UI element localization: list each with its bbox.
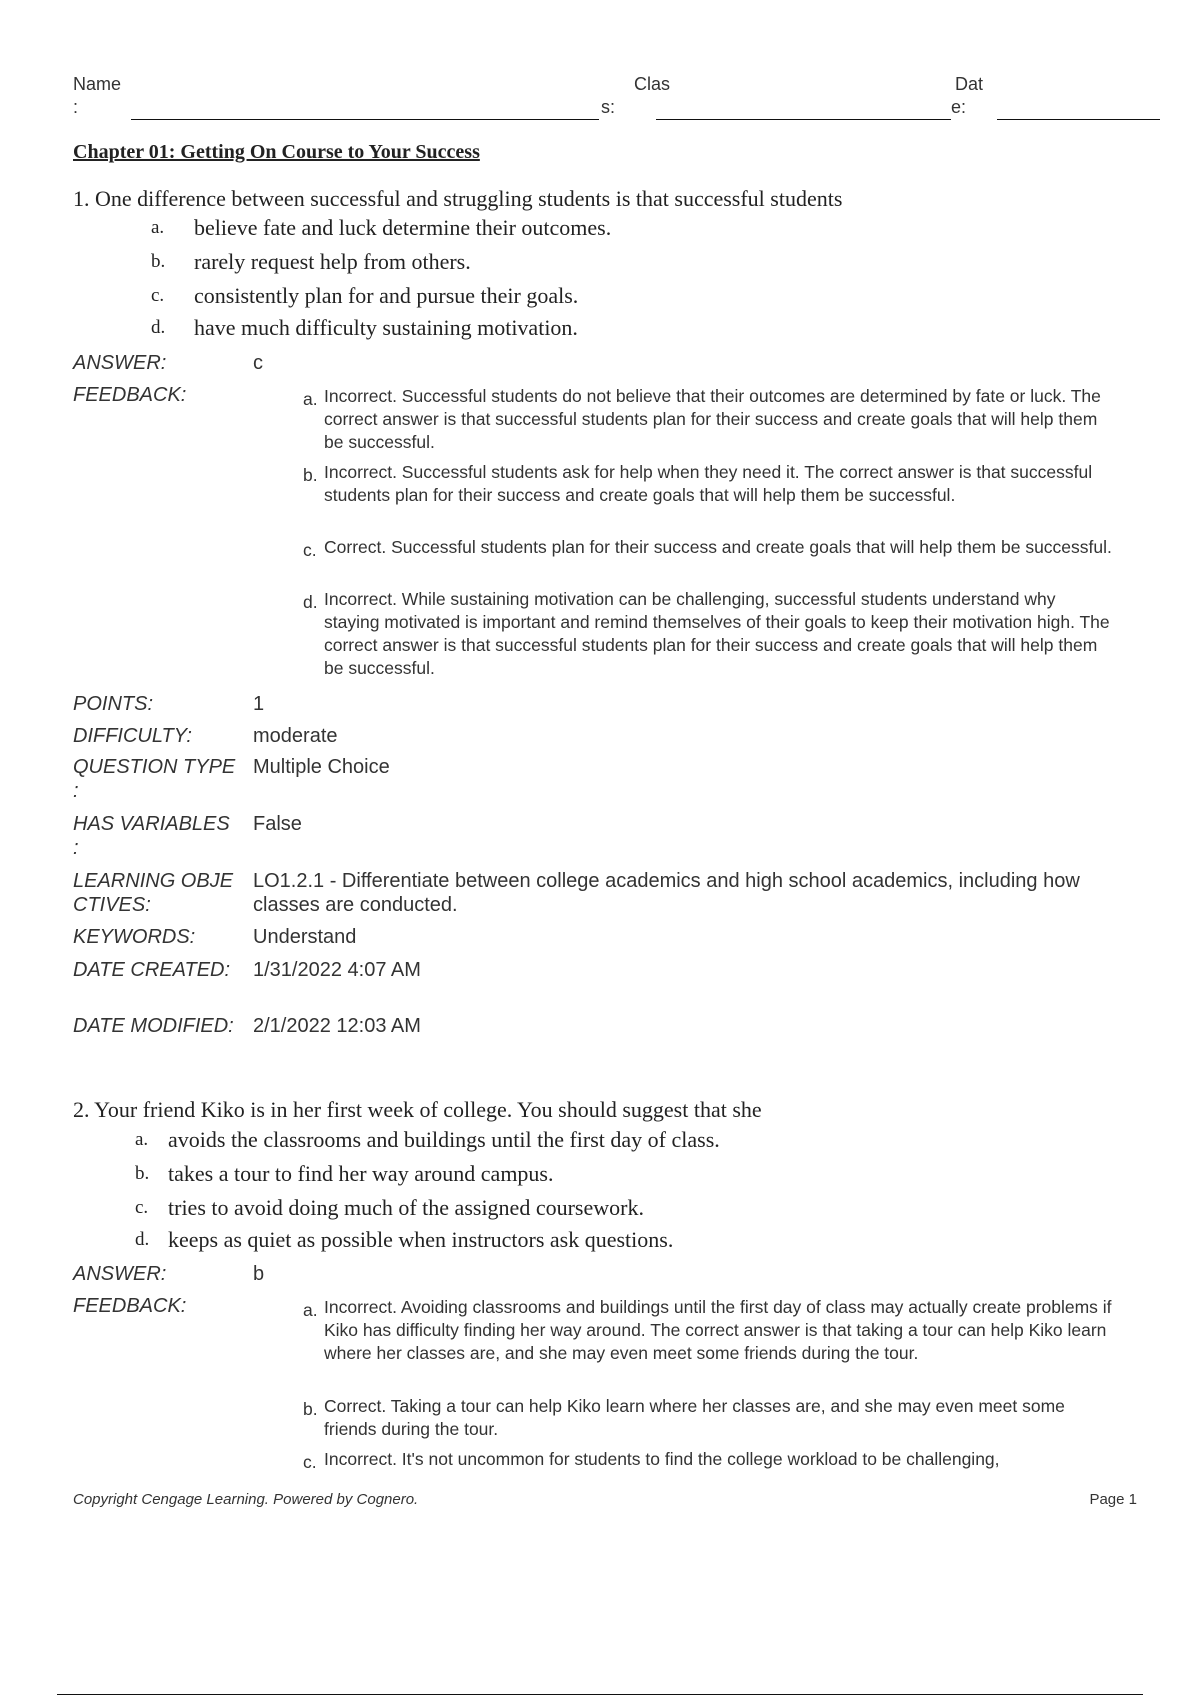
feedback-letter: b.: [303, 465, 318, 485]
feedback-text: Correct. Successful students plan for their success and create goals that will help them be successful.: [324, 537, 1112, 557]
learning-objectives-value: LO1.2.1 - Differentiate between college academics and high school academics, including how classes are conducted.: [253, 870, 1080, 916]
option-text: have much difficulty sustaining motivation.: [194, 315, 578, 340]
option-text: keeps as quiet as possible when instructors ask questions.: [168, 1227, 674, 1252]
answer-value: b: [253, 1263, 265, 1285]
difficulty-value: moderate: [253, 725, 338, 747]
feedback-letter: a.: [303, 389, 318, 409]
date-field[interactable]: [997, 119, 1160, 120]
option-text: believe fate and luck determine their outcomes.: [194, 215, 612, 240]
question-type-value: Multiple Choice: [253, 756, 390, 778]
option-letter: d.: [135, 1229, 150, 1250]
feedback-label: FEEDBACK:: [73, 1295, 187, 1317]
date-created-label: DATE CREATED:: [73, 959, 231, 981]
feedback-letter: b.: [303, 1399, 318, 1419]
question-type-label: QUESTION TYPE: [73, 756, 236, 778]
option-letter: b.: [135, 1163, 150, 1184]
feedback-letter: d.: [303, 592, 318, 612]
chapter-title: Chapter 01: Getting On Course to Your Success: [73, 141, 480, 163]
option-letter: d.: [151, 317, 166, 338]
bottom-divider: [57, 1694, 1143, 1695]
option-text: avoids the classrooms and buildings until the first day of class.: [168, 1127, 720, 1152]
date-modified-value: 2/1/2022 12:03 AM: [253, 1015, 421, 1037]
footer-page-number: Page 1: [1089, 1491, 1137, 1508]
answer-value: c: [253, 352, 263, 374]
has-variables-value: False: [253, 813, 302, 835]
name-label: Name: [73, 74, 122, 94]
option-letter: a.: [135, 1129, 149, 1150]
learning-objectives-label-cont: CTIVES:: [73, 894, 151, 916]
keywords-label: KEYWORDS:: [73, 926, 196, 948]
answer-label: ANSWER:: [73, 1263, 167, 1285]
option-letter: c.: [135, 1197, 149, 1218]
feedback-label: FEEDBACK:: [73, 384, 187, 406]
option-text: rarely request help from others.: [194, 249, 471, 274]
feedback-text: Incorrect. It's not uncommon for students to find the college workload to be challenging,: [324, 1449, 1000, 1469]
name-field[interactable]: [131, 119, 599, 120]
has-variables-label-colon: :: [73, 837, 79, 859]
feedback-text: Incorrect. Avoiding classrooms and buildings until the first day of class may actually create problems if Kiko has difficulty finding her way around. The correct answer is that taking a tour can help Kiko learn where her classes are, and she may even meet some friends during the tour.: [324, 1297, 1112, 1363]
points-label: POINTS:: [73, 693, 154, 715]
feedback-letter: c.: [303, 1452, 317, 1472]
keywords-value: Understand: [253, 926, 357, 948]
feedback-letter: a.: [303, 1300, 318, 1320]
has-variables-label: HAS VARIABLES: [73, 813, 230, 835]
class-field[interactable]: [656, 119, 951, 120]
feedback-text: Incorrect. Successful students ask for help when they need it. The correct answer is that successful students plan for their success and create goals that will help them be successful.: [324, 462, 1093, 505]
class-label-suffix: s:: [601, 97, 616, 117]
learning-objectives-label: LEARNING OBJE: [73, 870, 234, 892]
feedback-letter: c.: [303, 540, 317, 560]
footer-copyright: Copyright Cengage Learning. Powered by Cognero.: [73, 1491, 419, 1508]
date-label-suffix: e:: [951, 97, 967, 117]
points-value: 1: [253, 693, 265, 715]
option-letter: b.: [151, 251, 166, 272]
question-stem: 1. One difference between successful and struggling students is that successful students: [73, 186, 843, 211]
feedback-text: Incorrect. While sustaining motivation can be challenging, successful students understand why staying motivated is important and remind themselves of their goals to keep their motivation high. The correct answer is that successful students plan for their success and create goals that will help them be successful.: [324, 589, 1110, 678]
date-label: Dat: [955, 74, 984, 94]
option-letter: c.: [151, 285, 165, 306]
option-text: consistently plan for and pursue their goals.: [194, 283, 579, 308]
answer-label: ANSWER:: [73, 352, 167, 374]
date-modified-label: DATE MODIFIED:: [73, 1015, 234, 1037]
option-text: tries to avoid doing much of the assigned coursework.: [168, 1195, 644, 1220]
class-label: Clas: [634, 74, 671, 94]
date-created-value: 1/31/2022 4:07 AM: [253, 959, 421, 981]
feedback-text: Correct. Taking a tour can help Kiko learn where her classes are, and she may even meet some friends during the tour.: [324, 1396, 1065, 1439]
option-text: takes a tour to find her way around campus.: [168, 1161, 554, 1186]
feedback-text: Incorrect. Successful students do not believe that their outcomes are determined by fate or luck. The correct answer is that successful students plan for their success and create goals that will help them be successful.: [324, 386, 1101, 452]
name-label-colon: :: [73, 97, 79, 117]
option-letter: a.: [151, 217, 165, 238]
question-type-label-colon: :: [73, 780, 79, 802]
question-stem: 2. Your friend Kiko is in her first week of college. You should suggest that she: [73, 1097, 762, 1122]
difficulty-label: DIFFICULTY:: [73, 725, 192, 747]
